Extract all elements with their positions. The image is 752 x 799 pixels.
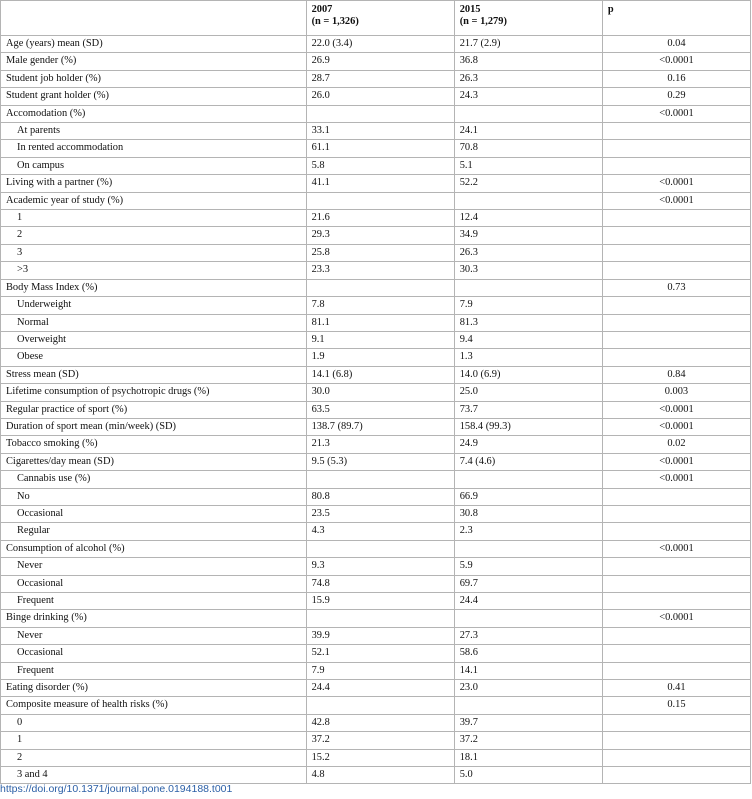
p-value: 0.84 bbox=[602, 366, 750, 383]
row-label: Normal bbox=[1, 314, 307, 331]
table-row bbox=[1, 53, 751, 70]
value-2015: 26.3 bbox=[454, 70, 602, 87]
row-label: Stress mean (SD) bbox=[1, 366, 307, 383]
p-value bbox=[602, 349, 750, 366]
table-row bbox=[1, 418, 751, 435]
table-header-row bbox=[1, 1, 751, 36]
p-value: <0.0001 bbox=[602, 418, 750, 435]
row-label: Student grant holder (%) bbox=[1, 88, 307, 105]
row-label: In rented accommodation bbox=[1, 140, 307, 157]
p-value bbox=[602, 662, 750, 679]
value-2007: 23.5 bbox=[306, 505, 454, 522]
header-2015-n: (n = 1,279) bbox=[459, 16, 507, 27]
row-label: 1 bbox=[1, 732, 307, 749]
row-label: 2 bbox=[1, 749, 307, 766]
row-label: Age (years) mean (SD) bbox=[1, 36, 307, 53]
table-row bbox=[1, 505, 751, 522]
p-value bbox=[602, 714, 750, 731]
value-2007: 26.9 bbox=[306, 53, 454, 70]
table-row bbox=[1, 105, 751, 122]
table-row bbox=[1, 593, 751, 610]
row-label: Duration of sport mean (min/week) (SD) bbox=[1, 418, 307, 435]
value-2007: 63.5 bbox=[306, 401, 454, 418]
header-variable bbox=[1, 1, 307, 36]
value-2007 bbox=[306, 540, 454, 557]
p-value: <0.0001 bbox=[602, 192, 750, 209]
table-row bbox=[1, 192, 751, 209]
value-2007: 52.1 bbox=[306, 645, 454, 662]
value-2007 bbox=[306, 192, 454, 209]
table-row bbox=[1, 140, 751, 157]
table-row bbox=[1, 210, 751, 227]
value-2015: 5.0 bbox=[454, 767, 602, 784]
p-value bbox=[602, 505, 750, 522]
value-2007 bbox=[306, 279, 454, 296]
table-row bbox=[1, 575, 751, 592]
value-2007: 15.9 bbox=[306, 593, 454, 610]
row-label: Binge drinking (%) bbox=[1, 610, 307, 627]
row-label: 1 bbox=[1, 210, 307, 227]
value-2015: 30.8 bbox=[454, 505, 602, 522]
value-2015: 37.2 bbox=[454, 732, 602, 749]
value-2007: 9.3 bbox=[306, 558, 454, 575]
value-2015: 5.9 bbox=[454, 558, 602, 575]
value-2015: 12.4 bbox=[454, 210, 602, 227]
p-value bbox=[602, 262, 750, 279]
row-label: Occasional bbox=[1, 645, 307, 662]
table-row bbox=[1, 366, 751, 383]
p-value: 0.41 bbox=[602, 680, 750, 697]
value-2015: 21.7 (2.9) bbox=[454, 36, 602, 53]
row-label: Male gender (%) bbox=[1, 53, 307, 70]
table-row bbox=[1, 331, 751, 348]
row-label: 3 bbox=[1, 244, 307, 261]
table-row bbox=[1, 627, 751, 644]
table-row bbox=[1, 262, 751, 279]
value-2015 bbox=[454, 697, 602, 714]
table-body bbox=[1, 36, 751, 784]
p-value bbox=[602, 732, 750, 749]
value-2007 bbox=[306, 610, 454, 627]
table-row bbox=[1, 384, 751, 401]
table-row bbox=[1, 279, 751, 296]
value-2015: 7.9 bbox=[454, 297, 602, 314]
table-row bbox=[1, 714, 751, 731]
value-2007: 7.8 bbox=[306, 297, 454, 314]
p-value bbox=[602, 767, 750, 784]
table-row bbox=[1, 749, 751, 766]
header-p: p bbox=[602, 1, 750, 36]
row-label: 0 bbox=[1, 714, 307, 731]
value-2015: 36.8 bbox=[454, 53, 602, 70]
row-label: Occasional bbox=[1, 575, 307, 592]
p-value bbox=[602, 558, 750, 575]
value-2015 bbox=[454, 610, 602, 627]
value-2007 bbox=[306, 105, 454, 122]
row-label: Cigarettes/day mean (SD) bbox=[1, 453, 307, 470]
value-2007: 30.0 bbox=[306, 384, 454, 401]
value-2007: 39.9 bbox=[306, 627, 454, 644]
value-2007: 33.1 bbox=[306, 123, 454, 140]
value-2015: 158.4 (99.3) bbox=[454, 418, 602, 435]
table-row bbox=[1, 314, 751, 331]
p-value: <0.0001 bbox=[602, 175, 750, 192]
row-label: >3 bbox=[1, 262, 307, 279]
p-value bbox=[602, 627, 750, 644]
value-2015: 69.7 bbox=[454, 575, 602, 592]
value-2015 bbox=[454, 105, 602, 122]
table-row bbox=[1, 349, 751, 366]
value-2007: 22.0 (3.4) bbox=[306, 36, 454, 53]
table-row bbox=[1, 175, 751, 192]
table-row bbox=[1, 244, 751, 261]
table-row bbox=[1, 88, 751, 105]
table-row bbox=[1, 453, 751, 470]
p-value bbox=[602, 488, 750, 505]
value-2015: 58.6 bbox=[454, 645, 602, 662]
p-value: 0.003 bbox=[602, 384, 750, 401]
row-label: Tobacco smoking (%) bbox=[1, 436, 307, 453]
value-2007: 23.3 bbox=[306, 262, 454, 279]
value-2007: 21.3 bbox=[306, 436, 454, 453]
p-value bbox=[602, 331, 750, 348]
table-row bbox=[1, 157, 751, 174]
row-label: Underweight bbox=[1, 297, 307, 314]
table-row bbox=[1, 732, 751, 749]
row-label: 3 and 4 bbox=[1, 767, 307, 784]
p-value bbox=[602, 314, 750, 331]
row-label: Occasional bbox=[1, 505, 307, 522]
p-value bbox=[602, 123, 750, 140]
value-2007: 80.8 bbox=[306, 488, 454, 505]
value-2015: 5.1 bbox=[454, 157, 602, 174]
p-value: 0.16 bbox=[602, 70, 750, 87]
value-2015: 1.3 bbox=[454, 349, 602, 366]
table-row bbox=[1, 471, 751, 488]
row-label: Frequent bbox=[1, 662, 307, 679]
value-2007: 42.8 bbox=[306, 714, 454, 731]
value-2007 bbox=[306, 471, 454, 488]
table-row bbox=[1, 610, 751, 627]
p-value: 0.29 bbox=[602, 88, 750, 105]
value-2007: 24.4 bbox=[306, 680, 454, 697]
value-2007: 138.7 (89.7) bbox=[306, 418, 454, 435]
value-2007: 37.2 bbox=[306, 732, 454, 749]
p-value bbox=[602, 593, 750, 610]
row-label: Body Mass Index (%) bbox=[1, 279, 307, 296]
value-2015: 30.3 bbox=[454, 262, 602, 279]
value-2015: 66.9 bbox=[454, 488, 602, 505]
value-2015 bbox=[454, 192, 602, 209]
value-2015: 26.3 bbox=[454, 244, 602, 261]
value-2015: 34.9 bbox=[454, 227, 602, 244]
value-2015: 24.1 bbox=[454, 123, 602, 140]
p-value: 0.02 bbox=[602, 436, 750, 453]
value-2015: 73.7 bbox=[454, 401, 602, 418]
table-row bbox=[1, 645, 751, 662]
p-value: 0.15 bbox=[602, 697, 750, 714]
value-2015: 25.0 bbox=[454, 384, 602, 401]
table-row bbox=[1, 523, 751, 540]
value-2007: 21.6 bbox=[306, 210, 454, 227]
value-2015 bbox=[454, 471, 602, 488]
table-row bbox=[1, 488, 751, 505]
value-2007: 5.8 bbox=[306, 157, 454, 174]
value-2007: 28.7 bbox=[306, 70, 454, 87]
p-value bbox=[602, 575, 750, 592]
value-2007: 26.0 bbox=[306, 88, 454, 105]
table-row bbox=[1, 401, 751, 418]
value-2007: 41.1 bbox=[306, 175, 454, 192]
row-label: Living with a partner (%) bbox=[1, 175, 307, 192]
row-label: Consumption of alcohol (%) bbox=[1, 540, 307, 557]
row-label: At parents bbox=[1, 123, 307, 140]
table-row bbox=[1, 36, 751, 53]
value-2015: 9.4 bbox=[454, 331, 602, 348]
p-value: <0.0001 bbox=[602, 53, 750, 70]
table-row bbox=[1, 70, 751, 87]
row-label: 2 bbox=[1, 227, 307, 244]
p-value bbox=[602, 297, 750, 314]
value-2015: 24.4 bbox=[454, 593, 602, 610]
table-row bbox=[1, 540, 751, 557]
header-2015-year: 2015 bbox=[459, 4, 481, 15]
row-label: No bbox=[1, 488, 307, 505]
p-value bbox=[602, 227, 750, 244]
value-2015: 2.3 bbox=[454, 523, 602, 540]
value-2015: 24.3 bbox=[454, 88, 602, 105]
row-label: Academic year of study (%) bbox=[1, 192, 307, 209]
p-value: <0.0001 bbox=[602, 453, 750, 470]
value-2007: 14.1 (6.8) bbox=[306, 366, 454, 383]
p-value bbox=[602, 140, 750, 157]
value-2015: 18.1 bbox=[454, 749, 602, 766]
row-label: Lifetime consumption of psychotropic drugs (%) bbox=[1, 384, 307, 401]
value-2015: 81.3 bbox=[454, 314, 602, 331]
row-label: Regular practice of sport (%) bbox=[1, 401, 307, 418]
row-label: Accomodation (%) bbox=[1, 105, 307, 122]
value-2015: 27.3 bbox=[454, 627, 602, 644]
value-2015 bbox=[454, 540, 602, 557]
row-label: Never bbox=[1, 627, 307, 644]
doi-link[interactable]: https://doi.org/10.1371/journal.pone.0194188.t001 bbox=[0, 783, 233, 795]
p-value bbox=[602, 157, 750, 174]
table-row bbox=[1, 123, 751, 140]
value-2007: 4.8 bbox=[306, 767, 454, 784]
row-label: Eating disorder (%) bbox=[1, 680, 307, 697]
table-row bbox=[1, 697, 751, 714]
row-label: Overweight bbox=[1, 331, 307, 348]
value-2007: 74.8 bbox=[306, 575, 454, 592]
value-2007: 81.1 bbox=[306, 314, 454, 331]
p-value: 0.04 bbox=[602, 36, 750, 53]
value-2015: 24.9 bbox=[454, 436, 602, 453]
row-label: Frequent bbox=[1, 593, 307, 610]
row-label: Never bbox=[1, 558, 307, 575]
row-label: Cannabis use (%) bbox=[1, 471, 307, 488]
value-2007: 7.9 bbox=[306, 662, 454, 679]
header-2007 bbox=[306, 1, 454, 36]
p-value bbox=[602, 645, 750, 662]
value-2015: 7.4 (4.6) bbox=[454, 453, 602, 470]
value-2007: 1.9 bbox=[306, 349, 454, 366]
value-2007: 15.2 bbox=[306, 749, 454, 766]
p-value bbox=[602, 210, 750, 227]
value-2007: 4.3 bbox=[306, 523, 454, 540]
row-label: Composite measure of health risks (%) bbox=[1, 697, 307, 714]
p-value: <0.0001 bbox=[602, 471, 750, 488]
table-row bbox=[1, 558, 751, 575]
p-value: <0.0001 bbox=[602, 610, 750, 627]
row-label: Regular bbox=[1, 523, 307, 540]
value-2015: 14.0 (6.9) bbox=[454, 366, 602, 383]
table-row bbox=[1, 436, 751, 453]
p-value bbox=[602, 244, 750, 261]
table-row bbox=[1, 662, 751, 679]
p-value bbox=[602, 523, 750, 540]
value-2007: 61.1 bbox=[306, 140, 454, 157]
header-2007-n: (n = 1,326) bbox=[311, 16, 359, 27]
value-2007: 9.5 (5.3) bbox=[306, 453, 454, 470]
header-2015 bbox=[454, 1, 602, 36]
row-label: On campus bbox=[1, 157, 307, 174]
p-value: 0.73 bbox=[602, 279, 750, 296]
value-2015: 39.7 bbox=[454, 714, 602, 731]
value-2015: 14.1 bbox=[454, 662, 602, 679]
table-row bbox=[1, 297, 751, 314]
value-2007: 9.1 bbox=[306, 331, 454, 348]
p-value bbox=[602, 749, 750, 766]
value-2007: 29.3 bbox=[306, 227, 454, 244]
p-value: <0.0001 bbox=[602, 401, 750, 418]
value-2007 bbox=[306, 697, 454, 714]
p-value: <0.0001 bbox=[602, 105, 750, 122]
row-label: Obese bbox=[1, 349, 307, 366]
row-label: Student job holder (%) bbox=[1, 70, 307, 87]
table-row bbox=[1, 767, 751, 784]
value-2007: 25.8 bbox=[306, 244, 454, 261]
table-row bbox=[1, 680, 751, 697]
value-2015: 23.0 bbox=[454, 680, 602, 697]
p-value: <0.0001 bbox=[602, 540, 750, 557]
header-2007-year: 2007 bbox=[311, 4, 333, 15]
value-2015: 52.2 bbox=[454, 175, 602, 192]
table-row bbox=[1, 227, 751, 244]
value-2015 bbox=[454, 279, 602, 296]
value-2015: 70.8 bbox=[454, 140, 602, 157]
